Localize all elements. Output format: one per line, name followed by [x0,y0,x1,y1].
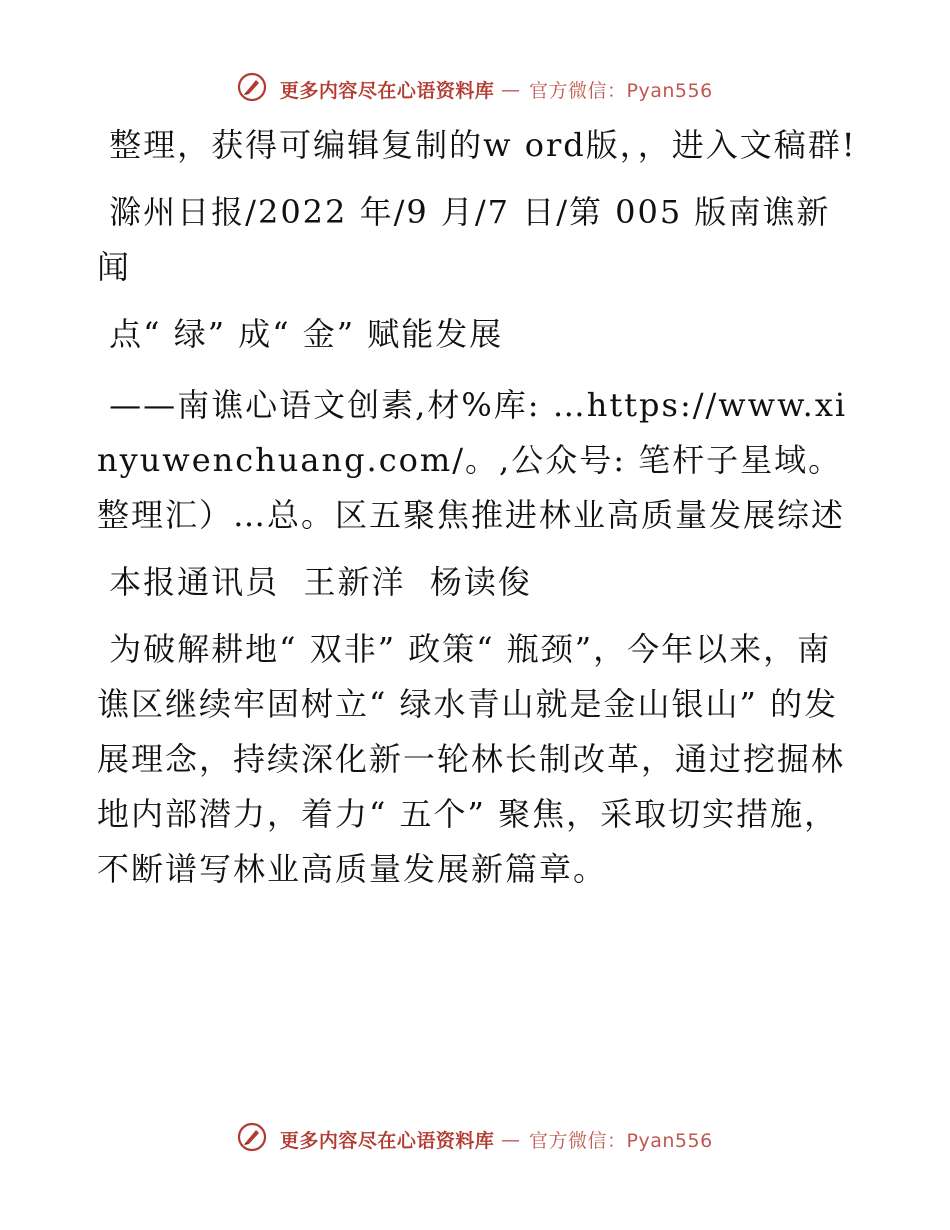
watermark-header [0,72,950,107]
document-body [97,118,857,897]
source-line: 滁州日报/2022 年/9 月/7 日/第 005 版南谯新闻 [97,193,831,286]
watermark-separator: — [500,1128,521,1151]
byline: 本报通讯员 王新洋 杨读俊 [97,563,532,601]
watermark-separator: — [500,78,521,101]
intro-paragraph: 整理，获得可编辑复制的w ord版，，进入文稿群! [97,126,857,164]
watermark-text: 更多内容尽在心语资料库 [279,80,495,102]
watermark-text: 更多内容尽在心语资料库 [279,1130,495,1152]
brand-logo-icon [237,1122,267,1157]
watermark-account: 官方微信：Pyan556 [529,1130,713,1152]
article-title: 点“ 绿” 成“ 金” 赋能发展 [97,315,504,353]
watermark-account: 官方微信：Pyan556 [529,80,713,102]
body-paragraph: 为破解耕地“ 双非” 政策“ 瓶颈”，今年以来，南谯区继续牢固树立“ 绿水青山就是金山银山” 的发展理念，持续深化新一轮林长制改革，通过挖掘林地内部潜力，着力“ 五个” 聚焦，采取切实措施，不断谱写林业高质量发展新篇章。 [97,630,846,888]
watermark-footer [0,1122,950,1157]
brand-logo-icon [237,72,267,107]
article-subtitle: ——南谯心语文创素,材%库: …https://www.xinyuwenchuang.com/。,公众号: 笔杆子星域。整理汇）…总。区五聚焦推进林业高质量发展综述 [97,386,848,534]
